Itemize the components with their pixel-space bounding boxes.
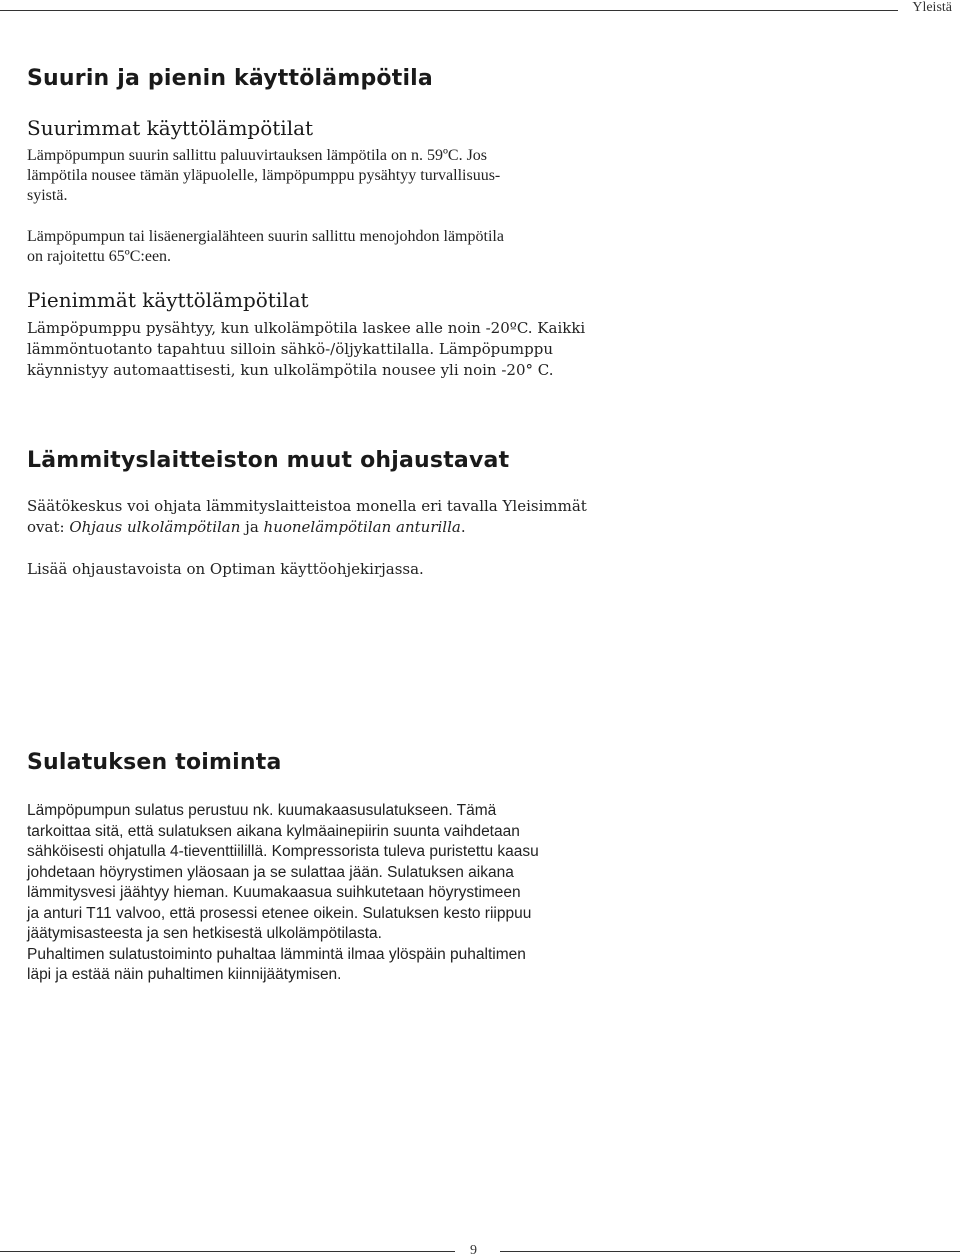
text-line: läpi ja estää näin puhaltimen kiinnijäätymisen.: [27, 966, 342, 983]
text-line: Lämpöpumpun tai lisäenergialähteen suurin sallittu menojohdon lämpötila: [27, 228, 504, 245]
emphasis-huonelampotila: huonelämpötilan anturilla: [263, 518, 461, 536]
text-line: lämmöntuotanto tapahtuu silloin sähkö-/öljykattilalla. Lämpöpumppu: [27, 340, 554, 358]
text-run: .: [460, 518, 466, 536]
heading-suurimmat: Suurimmat käyttölämpötilat: [27, 116, 314, 140]
section-title-kayttolampotila: Suurin ja pienin käyttölämpötila: [27, 66, 433, 91]
header-rule: [0, 10, 898, 11]
text-line: Säätökeskus voi ohjata lämmityslaitteistoa monella eri tavalla Yleisimmät: [27, 497, 587, 515]
text-line: lämpötila nousee tämän yläpuolelle, lämpöpumppu pysähtyy turvallisuus-: [27, 167, 501, 184]
text-line: on rajoitettu 65ºC:een.: [27, 248, 172, 265]
text-line: syistä.: [27, 187, 68, 204]
text-line: Lämpöpumpun suurin sallittu paluuvirtauksen lämpötila on n. 59ºC. Jos: [27, 147, 488, 164]
paragraph-ohjaustavat-1: [27, 496, 587, 538]
paragraph-sulatus: [27, 801, 587, 986]
text-line: Puhaltimen sulatustoiminto puhaltaa lämmintä ilmaa ylöspäin puhaltimen: [27, 945, 526, 963]
text-line: lämmitysvesi jäähtyy hieman. Kuumakaasua suihkutetaan höyrystimeen: [27, 884, 521, 901]
text-line: käynnistyy automaattisesti, kun ulkolämpötila nousee yli noin -20° C.: [27, 361, 554, 379]
paragraph-pienimmat: [27, 318, 587, 381]
text-line: Lämpöpumppu pysähtyy, kun ulkolämpötila laskee alle noin -20ºC. Kaikki: [27, 319, 586, 337]
text-line: johdetaan höyrystimen yläosaan ja se sulattaa jään. Sulatuksen aikana: [27, 863, 514, 881]
text-line: Lämpöpumpun sulatus perustuu nk. kuumakaasusulatukseen. Tämä: [27, 802, 497, 819]
text-line: [27, 517, 587, 538]
page-number: 9: [470, 1243, 477, 1258]
text-line: jäätymisasteesta ja sen hetkisestä ulkolämpötilasta.: [27, 925, 382, 942]
emphasis-ulkolampotila: Ohjaus ulkolämpötilan: [69, 518, 241, 536]
paragraph-suurimmat-1: [27, 146, 587, 206]
paragraph-suurimmat-2: [27, 227, 587, 267]
footer-rule-right: [500, 1251, 960, 1252]
heading-pienimmat: Pienimmät käyttölämpötilat: [27, 288, 309, 312]
section-tag: Yleistä: [912, 0, 952, 15]
text-line: Lisää ohjaustavoista on Optiman käyttöohjekirjassa.: [27, 560, 424, 578]
section-title-sulatus: Sulatuksen toiminta: [27, 750, 282, 775]
text-run: ja: [240, 518, 264, 536]
text-run: ovat:: [27, 518, 70, 536]
paragraph-ohjaustavat-2: [27, 559, 587, 580]
footer-rule-left: [0, 1251, 455, 1252]
text-line: tarkoittaa sitä, että sulatuksen aikana kylmäainepiirin suunta vaihdetaan: [27, 822, 520, 840]
text-line: sähköisesti ohjatulla 4-tieventtiilillä. Kompressorista tuleva puristettu kaasu: [27, 843, 539, 860]
text-line: ja anturi T11 valvoo, että prosessi etenee oikein. Sulatuksen kesto riippuu: [27, 904, 532, 922]
section-title-ohjaustavat: Lämmityslaitteiston muut ohjaustavat: [27, 448, 510, 473]
